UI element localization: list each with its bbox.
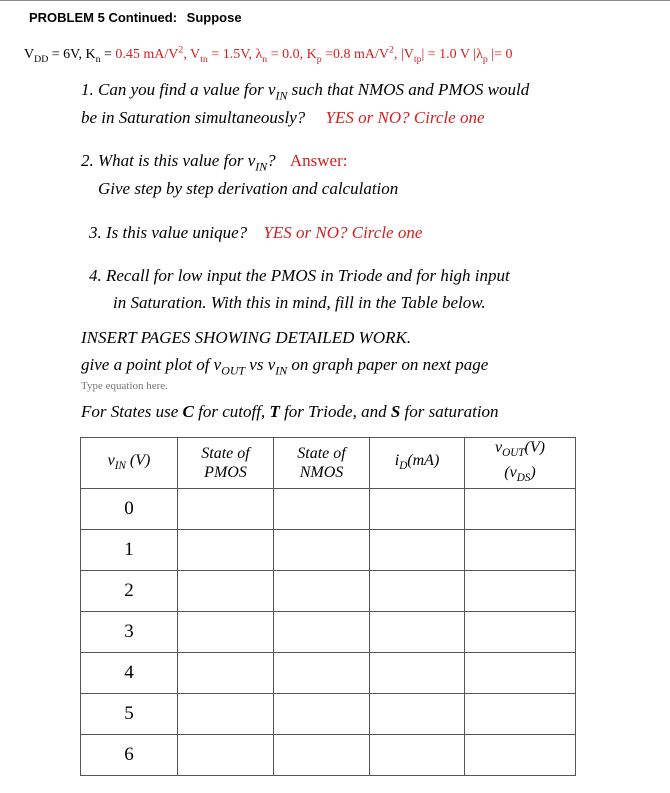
vin-cell: 5	[81, 694, 178, 735]
nmos-state-cell[interactable]	[274, 694, 370, 735]
header-id: $i_D(mA)$	[370, 438, 465, 489]
param-vdd: $V_{DD} = 6V$, $K_n$ =	[24, 46, 116, 65]
param-values: 0.45 $mA/V^2$, $V_{tn} = 1.5V$, $\lambda_n = 0.0$, $K_p =0.8$ $mA/V^2$, $|V_{tp}| = 1.0$ V $|\lambda_p$ |= 0	[115, 44, 513, 65]
vout-cell[interactable]	[465, 694, 576, 735]
table-header-row	[81, 438, 576, 489]
problem-heading	[29, 10, 242, 25]
nmos-state-cell[interactable]	[274, 653, 370, 694]
parameters-line	[24, 44, 513, 64]
question-2-text: 2. What is this value for $v_{IN}$?	[81, 151, 276, 174]
vin-cell: 2	[81, 571, 178, 612]
nmos-state-cell[interactable]	[274, 489, 370, 530]
question-1-line-2	[81, 108, 485, 128]
table-row	[81, 735, 576, 776]
id-cell[interactable]	[370, 694, 465, 735]
problem-label: PROBLEM 5 Continued:	[29, 10, 178, 25]
question-1-options: YES or NO? Circle one	[325, 108, 485, 127]
pmos-state-cell[interactable]	[178, 735, 274, 776]
nmos-state-cell[interactable]	[274, 612, 370, 653]
header-pmos-state: State of PMOS	[178, 438, 274, 489]
question-2-line-2: Give step by step derivation and calculation	[98, 179, 399, 198]
question-1-text: be in Saturation simultaneously?	[81, 108, 306, 127]
vin-cell: 0	[81, 489, 178, 530]
pmos-state-cell[interactable]	[178, 653, 274, 694]
vout-cell[interactable]	[465, 571, 576, 612]
vin-cell: 1	[81, 530, 178, 571]
vout-cell[interactable]	[465, 735, 576, 776]
pmos-state-cell[interactable]	[178, 694, 274, 735]
vout-cell[interactable]	[465, 530, 576, 571]
states-instruction: For States use C for cutoff, T for Triode, and S for saturation	[81, 402, 499, 421]
nmos-state-cell[interactable]	[274, 735, 370, 776]
question-2-line-1	[81, 151, 347, 174]
insert-pages-instruction: INSERT PAGES SHOWING DETAILED WORK.	[81, 328, 412, 347]
table-row	[81, 571, 576, 612]
vout-cell[interactable]	[465, 489, 576, 530]
id-cell[interactable]	[370, 612, 465, 653]
table-row	[81, 653, 576, 694]
results-table	[80, 437, 576, 776]
question-2-answer: Answer:	[289, 151, 348, 170]
id-cell[interactable]	[370, 571, 465, 612]
suppose-label: Suppose	[186, 10, 242, 25]
plot-instruction: give a point plot of $v_{OUT}$ vs $v_{IN}$ on graph paper on next page	[81, 355, 489, 378]
vout-cell[interactable]	[465, 653, 576, 694]
id-cell[interactable]	[370, 735, 465, 776]
id-cell[interactable]	[370, 489, 465, 530]
table-row	[81, 694, 576, 735]
table-row	[81, 530, 576, 571]
vout-cell[interactable]	[465, 612, 576, 653]
question-3-text: 3. Is this value unique?	[89, 223, 248, 242]
question-3-line	[89, 223, 422, 243]
table-row	[81, 489, 576, 530]
id-cell[interactable]	[370, 653, 465, 694]
header-vin: $v_{IN}$ (V)	[81, 438, 178, 489]
pmos-state-cell[interactable]	[178, 612, 274, 653]
nmos-state-cell[interactable]	[274, 571, 370, 612]
vin-cell: 6	[81, 735, 178, 776]
header-vout: $v_{OUT}(V)$ $(v_{DS})$	[465, 438, 576, 489]
nmos-state-cell[interactable]	[274, 530, 370, 571]
header-nmos-state: State of NMOS	[274, 438, 370, 489]
id-cell[interactable]	[370, 530, 465, 571]
question-3-options: YES or NO? Circle one	[263, 223, 423, 242]
question-4-line-1: 4. Recall for low input the PMOS in Triode and for high input	[89, 266, 510, 285]
vin-cell: 4	[81, 653, 178, 694]
vin-cell: 3	[81, 612, 178, 653]
pmos-state-cell[interactable]	[178, 571, 274, 612]
question-1-line-1: 1. Can you find a value for $v_{IN}$ such that NMOS and PMOS would	[81, 80, 530, 103]
table-row	[81, 612, 576, 653]
top-rule	[0, 0, 670, 1]
pmos-state-cell[interactable]	[178, 489, 274, 530]
pmos-state-cell[interactable]	[178, 530, 274, 571]
question-4-line-2: in Saturation. With this in mind, fill in the Table below.	[113, 293, 486, 312]
equation-placeholder[interactable]: Type equation here.	[81, 380, 168, 392]
